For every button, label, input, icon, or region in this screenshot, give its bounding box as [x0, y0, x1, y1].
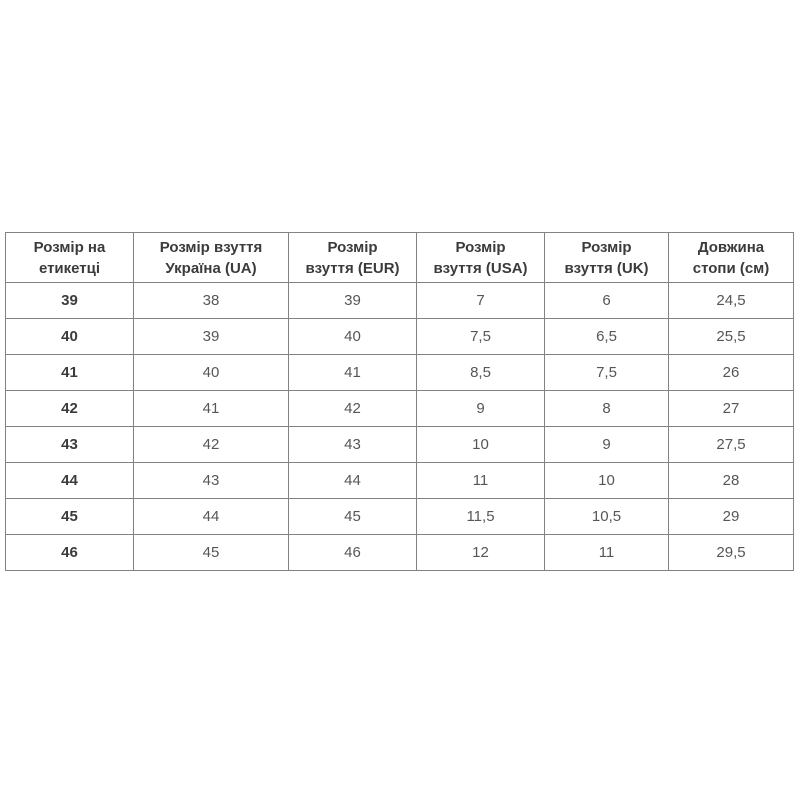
uk-size-cell: 6: [545, 283, 669, 319]
header-line: Розмір: [327, 238, 378, 256]
eur-size-cell: 46: [289, 535, 417, 571]
uk-size-cell: 10: [545, 463, 669, 499]
uk-size-cell: 9: [545, 427, 669, 463]
label-size-cell: 40: [6, 319, 134, 355]
header-line: Україна (UA): [165, 259, 257, 277]
column-header-label-size: [6, 233, 134, 283]
ua-size-cell: 42: [134, 427, 289, 463]
eur-size-cell: 43: [289, 427, 417, 463]
table-row: [6, 319, 794, 355]
header-line: етикетці: [38, 259, 101, 277]
usa-size-cell: 8,5: [417, 355, 545, 391]
usa-size-cell: 11: [417, 463, 545, 499]
label-size-cell: 45: [6, 499, 134, 535]
usa-size-cell: 10: [417, 427, 545, 463]
label-size-cell: 42: [6, 391, 134, 427]
header-line: Розмір на: [33, 238, 106, 256]
usa-size-cell: 11,5: [417, 499, 545, 535]
table-row: [6, 535, 794, 571]
eur-size-cell: 40: [289, 319, 417, 355]
label-size-cell: 44: [6, 463, 134, 499]
foot-length-cell: 28: [669, 463, 794, 499]
usa-size-cell: 9: [417, 391, 545, 427]
eur-size-cell: 39: [289, 283, 417, 319]
ua-size-cell: 44: [134, 499, 289, 535]
header-line: стопи (см): [692, 259, 770, 277]
eur-size-cell: 42: [289, 391, 417, 427]
foot-length-cell: 29,5: [669, 535, 794, 571]
header-line: взуття (EUR): [305, 259, 400, 277]
column-header-foot-length: [669, 233, 794, 283]
column-header-uk-size: [545, 233, 669, 283]
table-row: [6, 427, 794, 463]
foot-length-cell: 27,5: [669, 427, 794, 463]
usa-size-cell: 12: [417, 535, 545, 571]
header-line: взуття (USA): [433, 259, 528, 277]
column-header-eur-size: [289, 233, 417, 283]
ua-size-cell: 40: [134, 355, 289, 391]
uk-size-cell: 6,5: [545, 319, 669, 355]
label-size-cell: 46: [6, 535, 134, 571]
table-row: [6, 391, 794, 427]
foot-length-cell: 27: [669, 391, 794, 427]
foot-length-cell: 29: [669, 499, 794, 535]
table-row: [6, 463, 794, 499]
eur-size-cell: 44: [289, 463, 417, 499]
header-line: Довжина: [697, 238, 765, 256]
ua-size-cell: 43: [134, 463, 289, 499]
uk-size-cell: 11: [545, 535, 669, 571]
table-row: [6, 499, 794, 535]
column-header-ua-size: [134, 233, 289, 283]
uk-size-cell: 7,5: [545, 355, 669, 391]
header-line: взуття (UK): [564, 259, 649, 277]
ua-size-cell: 41: [134, 391, 289, 427]
header-line: Розмір: [581, 238, 632, 256]
uk-size-cell: 10,5: [545, 499, 669, 535]
label-size-cell: 41: [6, 355, 134, 391]
usa-size-cell: 7: [417, 283, 545, 319]
column-header-usa-size: [417, 233, 545, 283]
table-row: [6, 283, 794, 319]
size-conversion-table: [5, 232, 794, 571]
eur-size-cell: 45: [289, 499, 417, 535]
header-line: Розмір: [455, 238, 506, 256]
table-header-row: [6, 233, 794, 283]
ua-size-cell: 38: [134, 283, 289, 319]
uk-size-cell: 8: [545, 391, 669, 427]
header-line: Розмір взуття: [159, 238, 263, 256]
foot-length-cell: 24,5: [669, 283, 794, 319]
ua-size-cell: 45: [134, 535, 289, 571]
foot-length-cell: 26: [669, 355, 794, 391]
ua-size-cell: 39: [134, 319, 289, 355]
label-size-cell: 39: [6, 283, 134, 319]
eur-size-cell: 41: [289, 355, 417, 391]
label-size-cell: 43: [6, 427, 134, 463]
usa-size-cell: 7,5: [417, 319, 545, 355]
foot-length-cell: 25,5: [669, 319, 794, 355]
table-row: [6, 355, 794, 391]
